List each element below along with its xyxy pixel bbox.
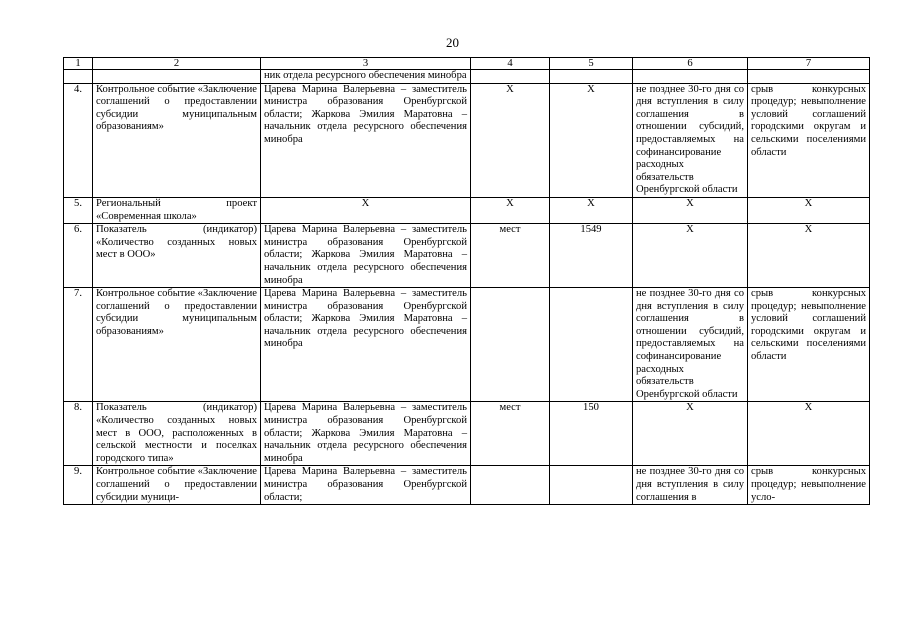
table-row-continued [64, 70, 870, 84]
row-name: Контрольное событие «Заключение соглашений о предоставлении субсидии муници- [93, 466, 261, 505]
column-number-row [64, 58, 870, 70]
row-unit: мест [471, 402, 550, 466]
row-deadline: X [633, 402, 748, 466]
column-number: 6 [633, 58, 748, 70]
row-deadline: не позднее 30-го дня со дня вступления в силу соглашения в [633, 466, 748, 505]
column-number: 7 [748, 58, 870, 70]
row-name: Контрольное событие «Заключение соглашений о предоставлении субсидии муниципальным образованиям» [93, 83, 261, 197]
row-value [550, 70, 633, 84]
row-risks: срыв конкурсных процедур; невыполнение условий соглашений городскими округам и сельскими поселениями области [748, 288, 870, 402]
row-number: 5. [64, 197, 93, 223]
row-deadline: не позднее 30-го дня со дня вступления в силу соглашения в отношении субсидий, предоставляемых на софинансирование расходных обязательств Оренбургской области [633, 83, 748, 197]
row-number: 4. [64, 83, 93, 197]
row-risks: X [748, 197, 870, 223]
row-name: Контрольное событие «Заключение соглашений о предоставлении субсидии муниципальным образованиям» [93, 288, 261, 402]
row-responsible: Царева Марина Валерьевна – заместитель министра образования Оренбургской области; Жаркова Эмилия Маратовна – начальник отдела ресурсного обеспечения минобра [261, 288, 471, 402]
row-responsible: Царева Марина Валерьевна – заместитель министра образования Оренбургской области; [261, 466, 471, 505]
column-number: 1 [64, 58, 93, 70]
row-unit: X [471, 197, 550, 223]
row-name: Региональный проект «Современная школа» [93, 197, 261, 223]
row-responsible: X [261, 197, 471, 223]
row-unit: мест [471, 224, 550, 288]
row-responsible: ник отдела ресурсного обеспечения минобра [261, 70, 471, 84]
row-responsible: Царева Марина Валерьевна – заместитель министра образования Оренбургской области; Жаркова Эмилия Маратовна – начальник отдела ресурсного обеспечения минобра [261, 224, 471, 288]
row-value: 150 [550, 402, 633, 466]
row-risks: срыв конкурсных процедур; невыполнение условий соглашений городскими округам и сельскими поселениями области [748, 83, 870, 197]
row-unit [471, 70, 550, 84]
page-number: 20 [446, 35, 459, 50]
row-deadline [633, 70, 748, 84]
row-value: 1549 [550, 224, 633, 288]
row-value [550, 288, 633, 402]
table-row [64, 288, 870, 402]
measures-table [63, 57, 870, 505]
row-risks: X [748, 224, 870, 288]
column-number: 4 [471, 58, 550, 70]
row-responsible: Царева Марина Валерьевна – заместитель министра образования Оренбургской области; Жаркова Эмилия Маратовна – начальник отдела ресурсного обеспечения минобра [261, 402, 471, 466]
row-unit [471, 288, 550, 402]
row-unit [471, 466, 550, 505]
row-number [64, 70, 93, 84]
row-number: 9. [64, 466, 93, 505]
column-number: 3 [261, 58, 471, 70]
row-unit: X [471, 83, 550, 197]
column-number: 5 [550, 58, 633, 70]
row-risks [748, 70, 870, 84]
table-row [64, 224, 870, 288]
row-name: Показатель (индикатор) «Количество созданных новых мест в ООО, расположенных в сельской местности и поселках городского типа» [93, 402, 261, 466]
row-risks: срыв конкурсных процедур; невыполнение усло- [748, 466, 870, 505]
table-row [64, 83, 870, 197]
row-value: X [550, 197, 633, 223]
row-name: Показатель (индикатор) «Количество созданных новых мест в ООО» [93, 224, 261, 288]
column-number: 2 [93, 58, 261, 70]
table-row [64, 466, 870, 505]
row-responsible: Царева Марина Валерьевна – заместитель министра образования Оренбургской области; Жаркова Эмилия Маратовна – начальник отдела ресурсного обеспечения минобра [261, 83, 471, 197]
row-value [550, 466, 633, 505]
row-risks: X [748, 402, 870, 466]
row-deadline: X [633, 197, 748, 223]
row-number: 6. [64, 224, 93, 288]
row-value: X [550, 83, 633, 197]
table-row [64, 402, 870, 466]
row-number: 8. [64, 402, 93, 466]
table-row [64, 197, 870, 223]
row-number: 7. [64, 288, 93, 402]
row-deadline: X [633, 224, 748, 288]
row-name [93, 70, 261, 84]
row-deadline: не позднее 30-го дня со дня вступления в силу соглашения в отношении субсидий, предоставляемых на софинансирование расходных обязательств Оренбургской области [633, 288, 748, 402]
